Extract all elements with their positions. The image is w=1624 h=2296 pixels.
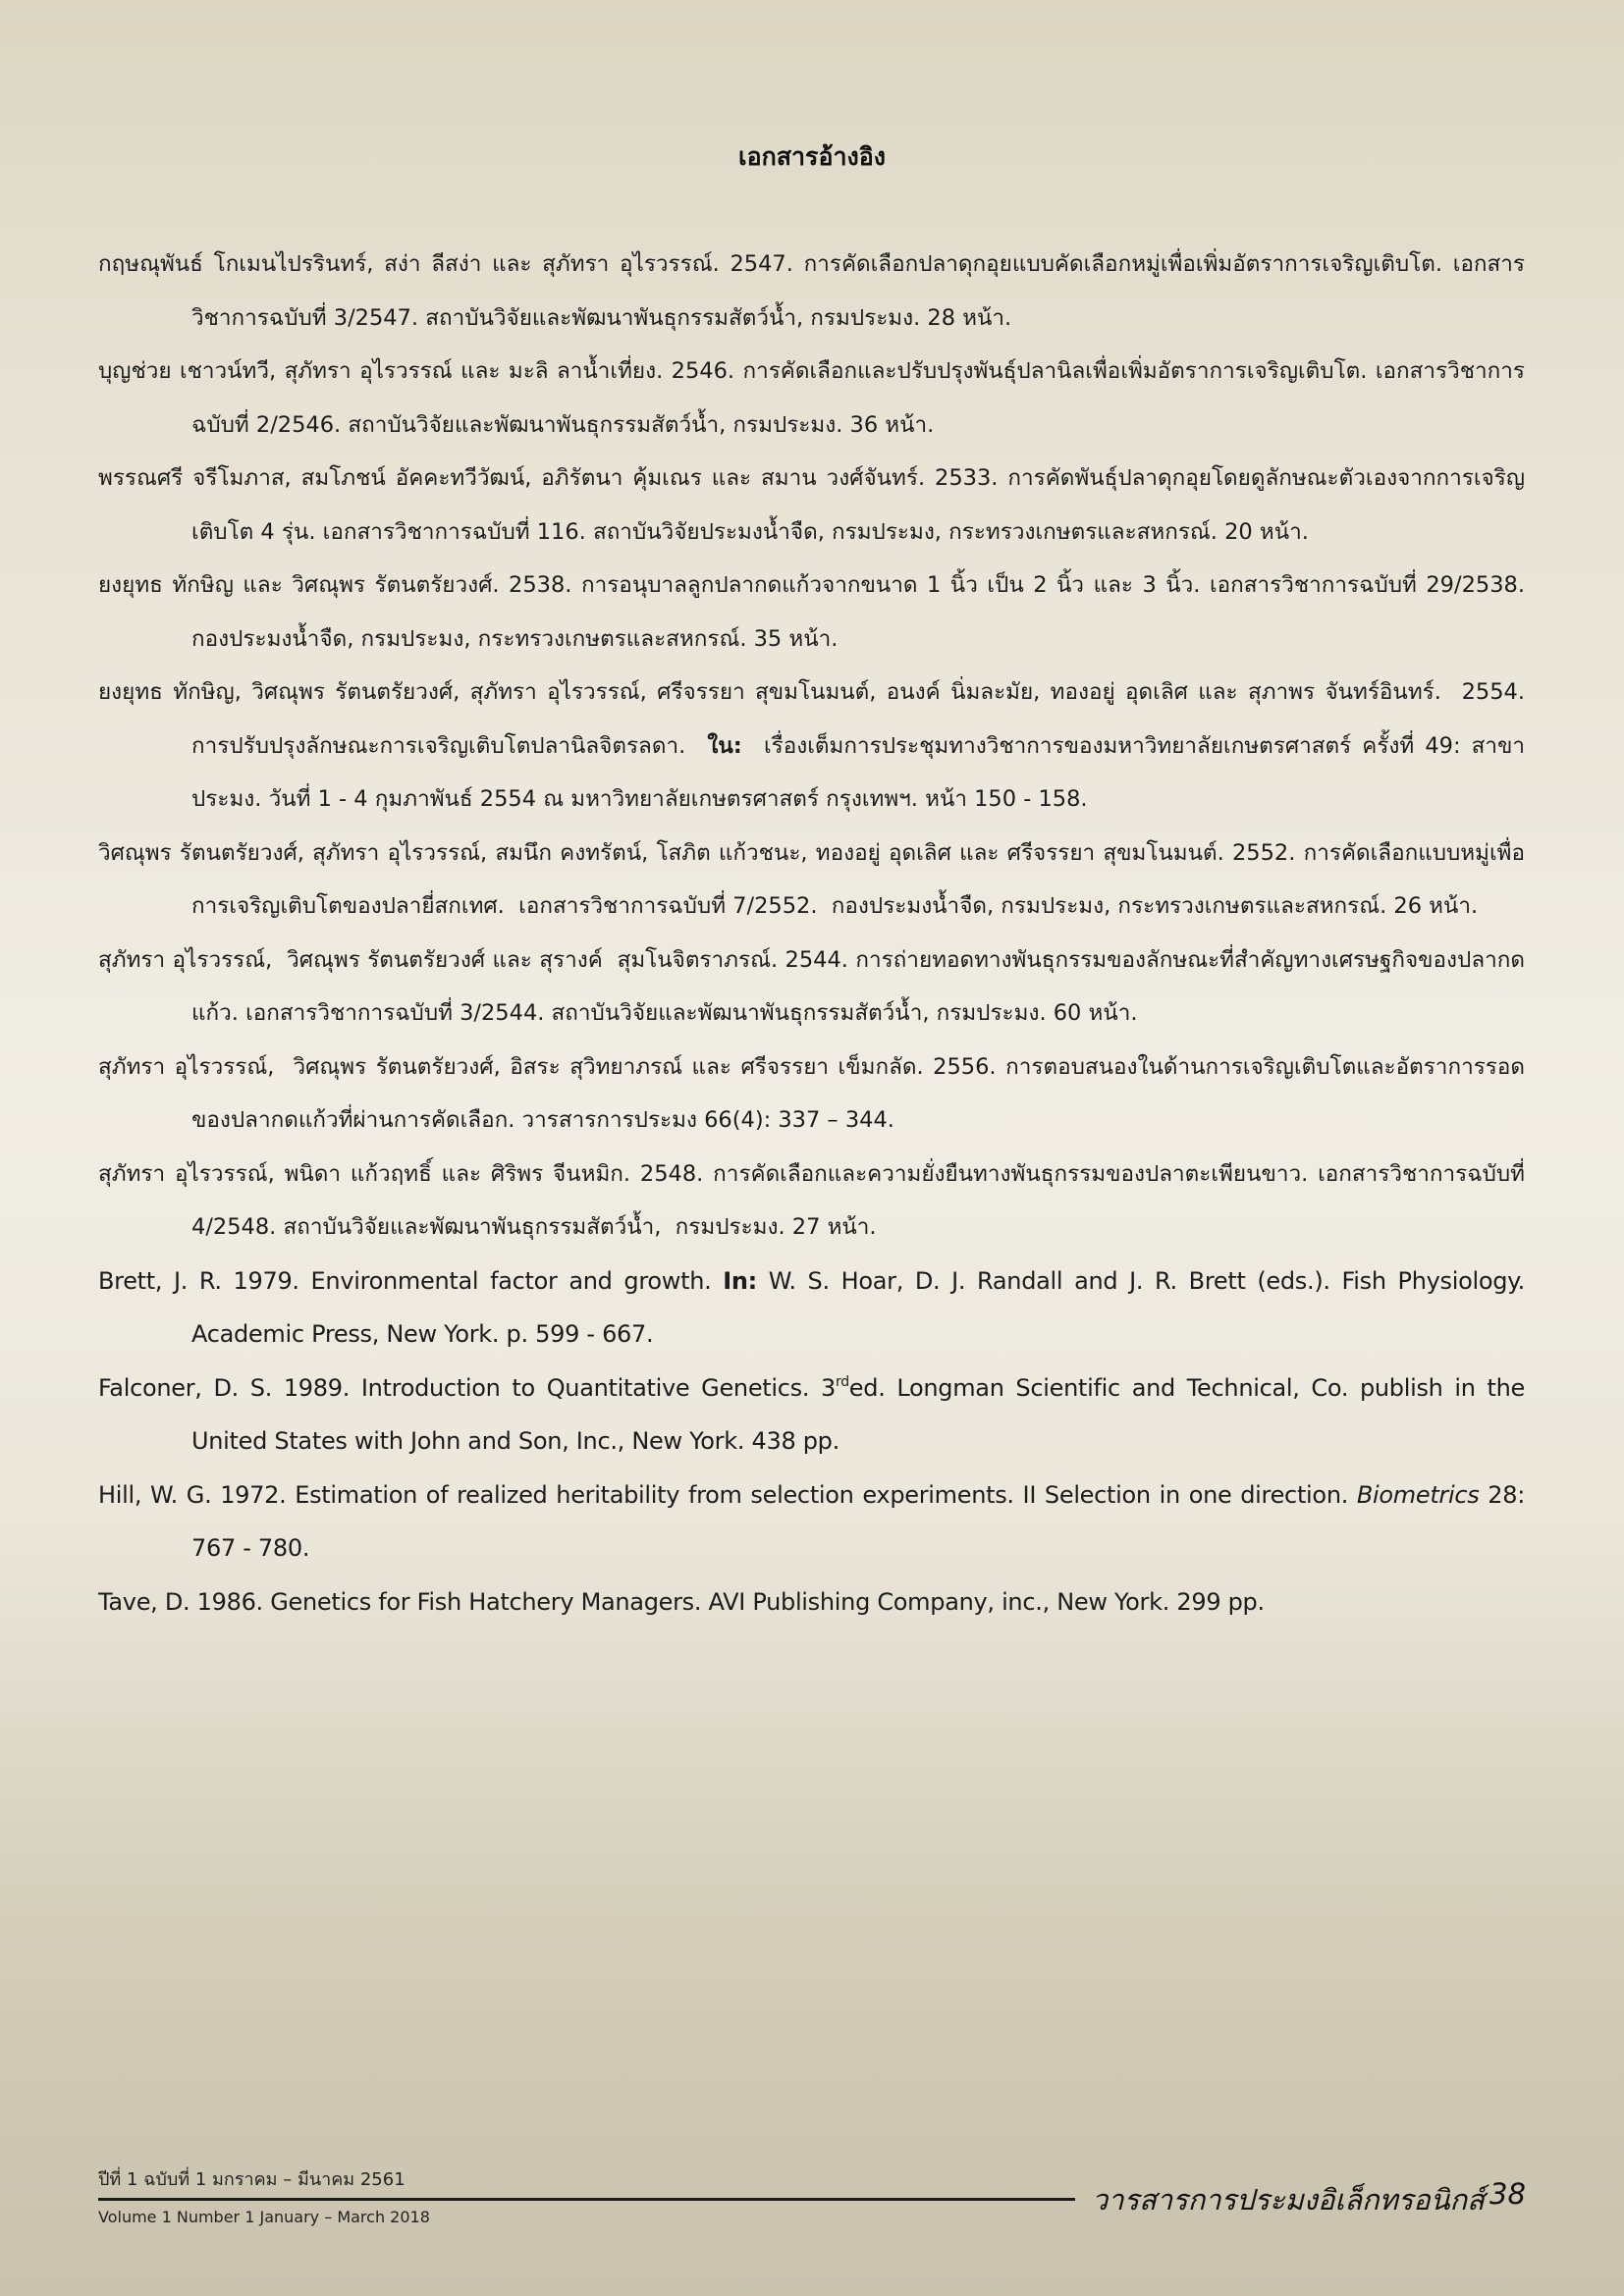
- reference-text: Hill, W. G. 1972. Estimation of realized heritability from selection experiments. II Selection in one direction.: [98, 1480, 1357, 1509]
- reference-text: ed. Longman Scientific and Technical, Co. publish in the United States with John and Son, Inc., New York. 438 pp.: [191, 1373, 1533, 1455]
- reference-item: Tave, D. 1986. Genetics for Fish Hatchery Managers. AVI Publishing Company, inc., New York. 299 pp.: [98, 1587, 1265, 1616]
- reference-item: วิศณุพร รัตนตรัยวงศ์, สุภัทรา อุไรวรรณ์, สมนึก คงทรัตน์, โสภิต แก้วชนะ, ทองอยู่ อุดเลิศ และ ศรีจรรยา สุขมโนมนต์. 2552. การคัดเลือกแบบหมู่เพื่อการเจริญเติบโตของปลายี่สกเทศ. เอกสารวิชาการฉบับที่ 7/2552. กองประมงน้ำจืด, กรมประมง, กระทรวงเกษตรและสหกรณ์. 26 หน้า.: [98, 839, 1525, 919]
- footer-issue-english: Volume 1 Number 1 January – March 2018: [98, 2208, 430, 2226]
- reference-item: กฤษณุพันธ์ โกเมนไปรรินทร์, สง่า ลีสง่า และ สุภัทรา อุไรวรรณ์. 2547. การคัดเลือกปลาดุกอุยแบบคัดเลือกหมู่เพื่อเพิ่มอัตราการเจริญเติบโต. เอกสารวิชาการฉบับที่ 3/2547. สถาบันวิจัยและพัฒนาพันธุกรรมสัตว์น้ำ, กรมประมง. 28 หน้า.: [98, 251, 1525, 331]
- reference-item: สุภัทรา อุไรวรรณ์, พนิดา แก้วฤทธิ์ และ ศิริพร จีนหมิก. 2548. การคัดเลือกและความยั่งยืนทางพันธุกรรมของปลาตะเพียนขาว. เอกสารวิชาการฉบับที่ 4/2548. สถาบันวิจัยและพัฒนาพันธุกรรมสัตว์น้ำ, กรมประมง. 27 หน้า.: [98, 1160, 1533, 1240]
- page-number: 38: [1489, 2177, 1526, 2211]
- reference-text: ยงยุทธ ทักษิญ, วิศณุพร รัตนตรัยวงศ์, สุภัทรา อุไรวรรณ์, ศรีจรรยา สุขมโนมนต์, อนงค์ นิ่มละมัย, ทองอยู่ อุดเลิศ และ สุภาพร จันทร์อินทร์. 2554. การปรับปรุงลักษณะการเจริญเติบโตปลานิลจิตรลดา.: [98, 679, 1540, 759]
- reference-text: W. S. Hoar, D. J. Randall and J. R. Brett (eds.). Fish Physiology. Academic Press, New York. p. 599 - 667.: [191, 1266, 1533, 1348]
- reference-list: [98, 238, 1540, 1629]
- reference-item: [98, 1255, 1533, 1362]
- reference-bold-marker: ใน:: [707, 732, 742, 759]
- reference-superscript: rd: [836, 1373, 849, 1390]
- reference-item: สุภัทรา อุไรวรรณ์, วิศณุพร รัตนตรัยวงศ์, อิสระ สุวิทยาภรณ์ และ ศรีจรรยา เข็มกลัด. 2556. การตอบสนองในด้านการเจริญเติบโตและอัตราการรอดของปลากดแก้วที่ผ่านการคัดเลือก. วารสารการประมง 66(4): 337 – 344.: [98, 1053, 1525, 1133]
- reference-item: [98, 1468, 1533, 1575]
- reference-text: เรื่องเต็มการประชุมทางวิชาการของมหาวิทยาลัยเกษตรศาสตร์ ครั้งที่ 49: สาขาประมง. วันที่ 1 - 4 กุมภาพันธ์ 2554 ณ มหาวิทยาลัยเกษตรศาสตร์ กรุงเทพฯ. หน้า 150 - 158.: [191, 732, 1525, 812]
- reference-item: พรรณศรี จรีโมภาส, สมโภชน์ อัคคะทวีวัฒน์, อภิรัตนา คุ้มเณร และ สมาน วงศ์จันทร์. 2533. การคัดพันธุ์ปลาดุกอุยโดยดูลักษณะตัวเองจากการเจริญเติบโต 4 รุ่น. เอกสารวิชาการฉบับที่ 116. สถาบันวิจัยประมงน้ำจืด, กรมประมง, กระทรวงเกษตรและสหกรณ์. 20 หน้า.: [98, 465, 1525, 545]
- footer-issue-thai: ปีที่ 1 ฉบับที่ 1 มกราคม – มีนาคม 2561: [98, 2169, 406, 2190]
- reference-item: สุภัทรา อุไรวรรณ์, วิศณุพร รัตนตรัยวงศ์ และ สุรางค์ สุมโนจิตราภรณ์. 2544. การถ่ายทอดทางพันธุกรรมของลักษณะที่สำคัญทางเศรษฐกิจของปลากดแก้ว. เอกสารวิชาการฉบับที่ 3/2544. สถาบันวิจัยและพัฒนาพันธุกรรมสัตว์น้ำ, กรมประมง. 60 หน้า.: [98, 946, 1525, 1026]
- page-title: เอกสารอ้างอิง: [738, 142, 886, 171]
- reference-item: ยงยุทธ ทักษิญ และ วิศณุพร รัตนตรัยวงศ์. 2538. การอนุบาลลูกปลากดแก้วจากขนาด 1 นิ้ว เป็น 2 นิ้ว และ 3 นิ้ว. เอกสารวิชาการฉบับที่ 29/2538. กองประมงน้ำจืด, กรมประมง, กระทรวงเกษตรและสหกรณ์. 35 หน้า.: [98, 572, 1533, 652]
- reference-text: Falconer, D. S. 1989. Introduction to Quantitative Genetics. 3: [98, 1373, 836, 1402]
- footer-divider: [98, 2198, 1075, 2201]
- reference-bold-marker: In:: [723, 1266, 757, 1295]
- reference-text: Brett, J. R. 1979. Environmental factor and growth.: [98, 1266, 724, 1295]
- footer-journal-name: วารสารการประมงอิเล็กทรอนิกส์: [1092, 2183, 1485, 2216]
- reference-text: 28: 767 - 780.: [191, 1480, 1533, 1562]
- reference-item: [98, 666, 1540, 827]
- reference-item: [98, 1362, 1533, 1468]
- reference-journal-italic: Biometrics: [1356, 1480, 1480, 1509]
- reference-item: บุญช่วย เชาวน์ทวี, สุภัทรา อุไรวรรณ์ และ มะลิ ลาน้ำเที่ยง. 2546. การคัดเลือกและปรับปรุงพันธุ์ปลานิลเพื่อเพิ่มอัตราการเจริญเติบโต. เอกสารวิชาการฉบับที่ 2/2546. สถาบันวิจัยและพัฒนาพันธุกรรมสัตว์น้ำ, กรมประมง. 36 หน้า.: [98, 358, 1525, 438]
